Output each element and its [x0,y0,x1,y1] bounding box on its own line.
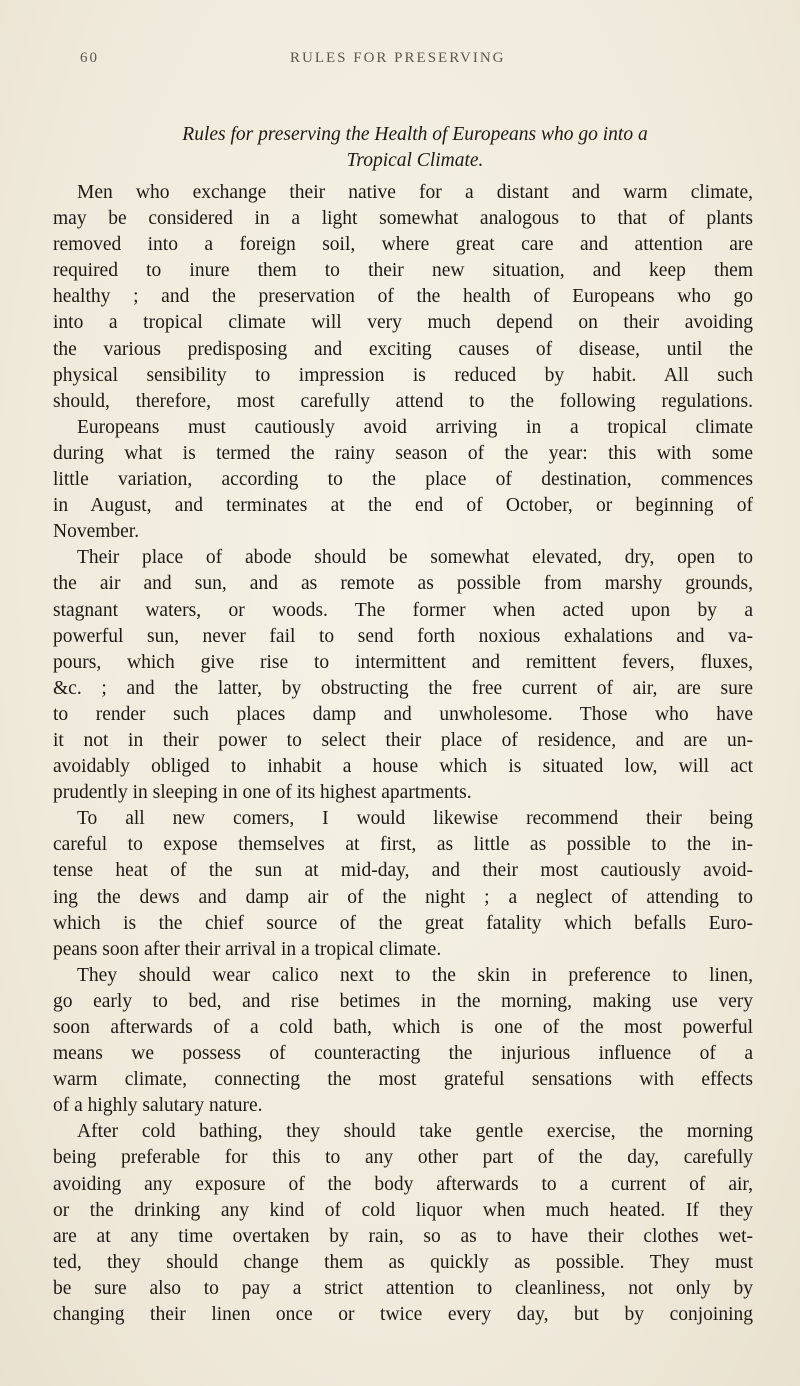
text-line: removed into a foreign soil, where great care and attention are [53,234,753,256]
text-line: may be considered in a light somewhat analogous to that of plants [53,208,753,230]
text-line: Men who exchange their native for a distant and warm climate, [77,182,753,203]
text-line: into a tropical climate will very much depend on their avoiding [53,312,753,334]
text-line: the various predisposing and exciting causes of disease, until the [53,338,753,360]
text-line: during what is termed the rainy season of the year: this with some [53,442,753,464]
running-head [80,50,780,74]
text-line: means we possess of counteracting the injurious influence of a [53,1043,753,1065]
text-line: peans soon after their arrival in a tropical climate. [53,938,442,960]
text-line: soon afterwards of a cold bath, which is one of the most powerful [53,1017,753,1038]
text-line: go early to bed, and rise betimes in the morning, making use very [53,990,753,1012]
text-line: To all new comers, I would likewise recommend their being [77,808,753,830]
text-line: of a highly salutary nature. [53,1095,263,1117]
text-line: which is the chief source of the great fatality which befalls Euro- [53,912,753,934]
text-line: careful to expose themselves at first, as little as possible to the in- [53,834,753,856]
section-title-line-1: Rules for preserving the Health of Europeans who go into a [182,124,648,145]
text-line: powerful sun, never fail to send forth noxious exhalations and va- [53,625,753,647]
text-line: ted, they should change them as quickly as possible. They must [53,1251,753,1273]
text-line: being preferable for this to any other part of the day, carefully [53,1147,753,1169]
text-line: it not in their power to select their place of residence, and are un- [53,729,753,751]
text-line: tense heat of the sun at mid-day, and their most cautiously avoid- [53,860,753,882]
text-line: are at any time overtaken by rain, so as to have their clothes wet- [53,1225,753,1247]
text-line: stagnant waters, or woods. The former when acted upon by a [53,599,753,621]
text-line: &c. ; and the latter, by obstructing the free current of air, are sure [53,677,753,699]
text-line: They should wear calico next to the skin in preference to linen, [77,964,753,986]
section-title [100,122,730,174]
text-line: should, therefore, most carefully attend to the following regulations. [53,390,753,412]
text-line: warm climate, connecting the most grateful sensations with effects [53,1069,753,1091]
section-title-line-2: Tropical Climate. [346,150,484,171]
text-line: healthy ; and the preservation of the health of Europeans who go [53,286,753,308]
running-title: RULES FOR PRESERVING [290,50,506,66]
text-line: changing their linen once or twice every day, but by conjoining [53,1304,753,1326]
text-line: Their place of abode should be somewhat elevated, dry, open to [77,547,753,569]
text-line: to render such places damp and unwholesome. Those who have [53,703,753,725]
text-line: the air and sun, and as remote as possible from marshy grounds, [53,573,753,595]
body-text [53,180,753,1328]
text-line: little variation, according to the place of destination, commences [53,469,753,491]
text-line: avoiding any exposure of the body afterwards to a current of air, [53,1173,753,1195]
text-line: be sure also to pay a strict attention to cleanliness, not only by [53,1277,753,1299]
text-line: in August, and terminates at the end of October, or beginning of [53,495,753,517]
text-line: ing the dews and damp air of the night ; a neglect of attending to [53,886,753,908]
page-number: 60 [80,50,99,66]
text-line: or the drinking any kind of cold liquor when much heated. If they [53,1199,753,1221]
text-line: avoidably obliged to inhabit a house which is situated low, will act [53,756,753,778]
text-line: November. [53,521,140,543]
text-line: After cold bathing, they should take gentle exercise, the morning [77,1121,753,1143]
text-line: pours, which give rise to intermittent and remittent fevers, fluxes, [53,651,753,673]
text-line: prudently in sleeping in one of its highest apartments. [53,782,472,804]
text-line: Europeans must cautiously avoid arriving in a tropical climate [77,416,753,438]
text-line: physical sensibility to impression is reduced by habit. All such [53,364,753,386]
text-line: required to inure them to their new situation, and keep them [53,260,753,282]
